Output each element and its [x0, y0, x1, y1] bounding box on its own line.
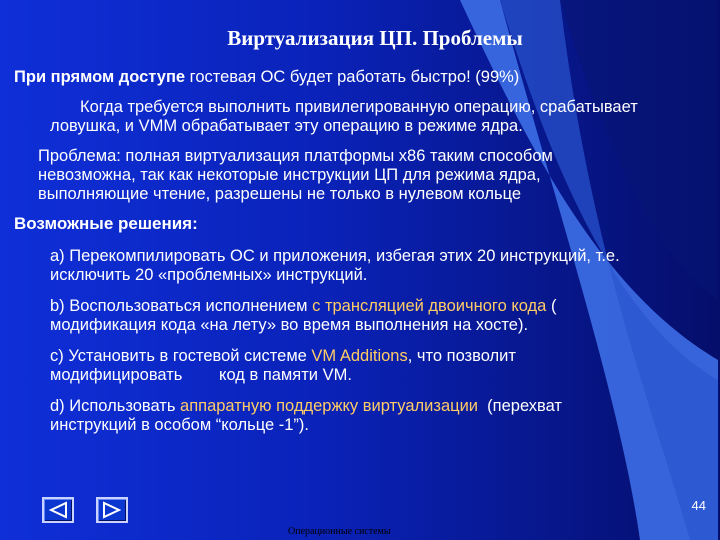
para-problem-label: Проблема	[38, 147, 117, 165]
para-direct-access	[14, 68, 519, 87]
footer-text: Операционные системы	[288, 526, 391, 537]
triangle-right-icon	[101, 501, 123, 519]
next-slide-button[interactable]	[96, 497, 128, 523]
para-direct-access-bold: При прямом доступе	[14, 68, 186, 86]
para-problem-line3: выполняющие чтение, разрешены не только в нулевом кольце	[38, 185, 522, 203]
solution-b-accent: с трансляцией двоичного кода	[312, 297, 547, 315]
page-number: 44	[691, 498, 706, 513]
solution-d-post: (перехват	[478, 397, 562, 415]
solution-a-line1: a) Перекомпилировать ОС и приложения, избегая этих 20 инструкций, т.е.	[50, 247, 620, 265]
prev-slide-button[interactable]	[42, 497, 74, 523]
slide-title: Виртуализация ЦП. Проблемы	[227, 26, 523, 50]
solution-c-post: , что позволит	[407, 347, 516, 365]
solution-c-line1	[50, 347, 516, 366]
solution-b-line2: модификация кода «на лету» во время выполнения на хосте).	[50, 316, 529, 334]
solution-b-pre: b) Воспользоваться исполнением	[50, 297, 313, 315]
para-problem-line1-rest: : полная виртуализация платформы x86 таким способом	[116, 147, 553, 165]
solution-b-post: (	[546, 297, 557, 315]
solution-d-pre: d) Использовать	[50, 397, 181, 415]
solution-d-line2: инструкций в особом “кольце -1”).	[50, 416, 309, 434]
solution-b-line1	[50, 297, 556, 316]
para-trap-line1: Когда требуется выполнить привилегированную операцию, срабатывает	[80, 98, 638, 116]
para-direct-access-rest: гостевая ОС будет работать быстро! (99%)	[185, 68, 520, 86]
solution-d-accent: аппаратную поддержку виртуализации	[180, 397, 479, 415]
para-problem-line1	[38, 147, 553, 166]
para-trap-line2: ловушка, и VMM обрабатывает эту операцию в режиме ядра.	[50, 117, 523, 135]
solutions-heading: Возможные решения:	[14, 214, 198, 233]
triangle-left-icon	[47, 501, 69, 519]
solution-c-accent: VM Additions	[311, 347, 408, 365]
para-problem-line2: невозможна, так как некоторые инструкции ЦП для режима ядра,	[38, 166, 541, 184]
solution-c-pre: c) Установить в гостевой системе	[50, 347, 312, 365]
solution-c-line2: модифицировать код в памяти VM.	[50, 366, 352, 384]
solution-d-line1	[50, 397, 562, 416]
solution-a-line2: исключить 20 «проблемных» инструкций.	[50, 266, 368, 284]
